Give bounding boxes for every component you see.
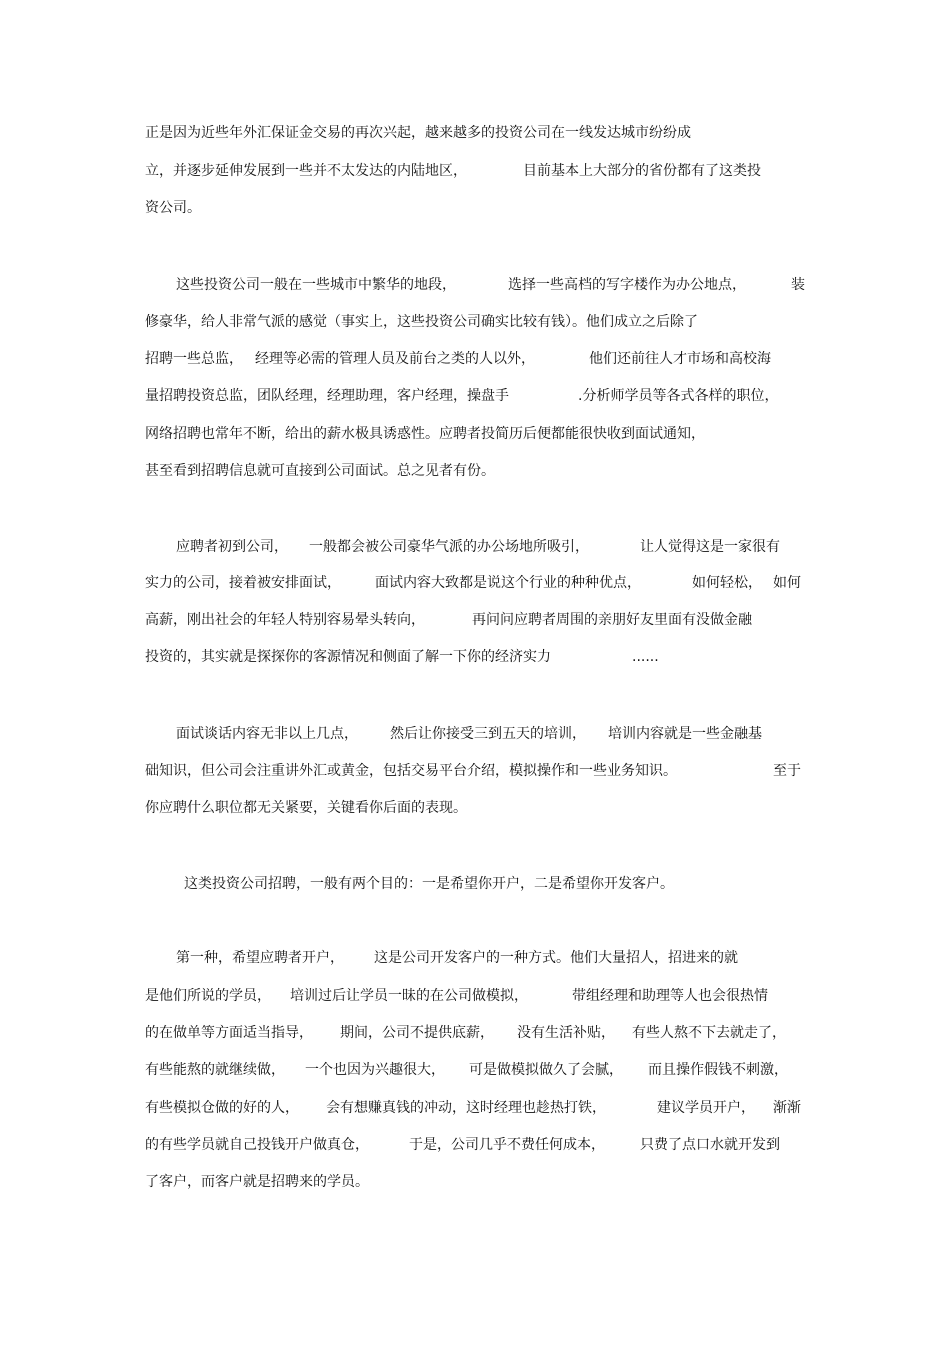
text-segment: 渐渐 — [773, 1100, 801, 1116]
text-segment: 期间，公司不提供底薪， — [340, 1025, 494, 1041]
text-line — [0, 273, 950, 297]
text-line — [0, 759, 950, 783]
text-segment: 只费了点口水就开发到 — [640, 1137, 780, 1153]
text-segment: 第一种，希望应聘者开户， — [176, 950, 344, 966]
text-segment: 有些模拟仓做的好的人， — [145, 1100, 299, 1116]
text-line — [0, 796, 950, 820]
text-line — [0, 535, 950, 559]
text-line — [0, 571, 950, 595]
text-line — [0, 1096, 950, 1120]
text-line — [0, 722, 950, 746]
text-line — [0, 608, 950, 632]
text-segment: 你应聘什么职位都无关紧要，关键看你后面的表现。 — [145, 800, 467, 816]
text-segment: 选择一些高档的写字楼作为办公地点， — [508, 277, 746, 293]
text-segment: 这类投资公司招聘，一般有两个目的：一是希望你开户，二是希望你开发客户。 — [184, 876, 674, 892]
text-line — [0, 422, 950, 446]
text-segment: 应聘者初到公司， — [176, 539, 288, 555]
text-segment: 资公司。 — [145, 200, 201, 216]
text-segment: 而且操作假钱不刺激， — [648, 1062, 788, 1078]
text-segment: 修豪华，给人非常气派的感觉（事实上，这些投资公司确实比较有钱）。他们成立之后除了 — [145, 314, 698, 330]
text-line — [0, 984, 950, 1008]
text-segment: 招聘一些总监， — [145, 351, 243, 367]
text-line — [0, 384, 950, 408]
text-segment: 面试谈话内容无非以上几点， — [176, 726, 358, 742]
text-line — [0, 645, 950, 669]
text-segment: 如何轻松， — [692, 575, 762, 591]
text-segment: ...... — [632, 649, 659, 665]
text-line — [0, 1021, 950, 1045]
text-segment: 建议学员开户， — [657, 1100, 755, 1116]
text-segment: 培训内容就是一些金融基 — [608, 726, 762, 742]
text-segment: .分析师学员等各式各样的职位， — [578, 388, 779, 404]
text-segment: 有些人熬不下去就走了， — [632, 1025, 786, 1041]
text-segment: 目前基本上大部分的省份都有了这类投 — [523, 163, 761, 179]
text-segment: 的在做单等方面适当指导， — [145, 1025, 313, 1041]
text-line — [0, 347, 950, 371]
text-segment: 网络招聘也常年不断，给出的薪水极具诱惑性。应聘者投简历后便都能很快收到面试通知， — [145, 426, 705, 442]
text-segment: 至于 — [773, 763, 801, 779]
text-segment: 实力的公司，接着被安排面试， — [145, 575, 341, 591]
text-segment: 装 — [791, 277, 805, 293]
text-segment: 高薪，刚出社会的年轻人特别容易晕头转向， — [145, 612, 425, 628]
text-line — [0, 872, 950, 896]
text-segment: 培训过后让学员一昧的在公司做模拟， — [290, 988, 528, 1004]
text-segment: 的有些学员就自己投钱开户做真仓， — [145, 1137, 369, 1153]
text-segment: 有些能熬的就继续做， — [145, 1062, 285, 1078]
text-line — [0, 946, 950, 970]
text-segment: 是他们所说的学员， — [145, 988, 271, 1004]
text-segment: 投资的，其实就是探探你的客源情况和侧面了解一下你的经济实力 — [145, 649, 551, 665]
text-segment: 然后让你接受三到五天的培训， — [390, 726, 586, 742]
text-segment: 面试内容大致都是说这个行业的种种优点， — [375, 575, 641, 591]
text-segment: 带组经理和助理等人也会很热情 — [572, 988, 768, 1004]
text-segment: 正是因为近些年外汇保证金交易的再次兴起，越来越多的投资公司在一线发达城市纷纷成 — [145, 125, 691, 141]
text-segment: 立，并逐步延伸发展到一些并不太发达的内陆地区， — [145, 163, 467, 179]
text-segment: 这是公司开发客户的一种方式。他们大量招人，招进来的就 — [374, 950, 738, 966]
text-segment: 于是，公司几乎不费任何成本， — [409, 1137, 605, 1153]
text-segment: 可是做模拟做久了会腻， — [469, 1062, 623, 1078]
text-segment: 甚至看到招聘信息就可直接到公司面试。总之见者有份。 — [145, 463, 495, 479]
text-segment: 一个也因为兴趣很大， — [305, 1062, 445, 1078]
text-segment: 会有想赚真钱的冲动，这时经理也趁热打铁， — [326, 1100, 606, 1116]
text-segment: 量招聘投资总监，团队经理，经理助理，客户经理，操盘手 — [145, 388, 509, 404]
text-segment: 这些投资公司一般在一些城市中繁华的地段， — [176, 277, 456, 293]
text-segment: 没有生活补贴， — [517, 1025, 615, 1041]
text-segment: 经理等必需的管理人员及前台之类的人以外， — [255, 351, 535, 367]
text-segment: 他们还前往人才市场和高校海 — [589, 351, 771, 367]
text-line — [0, 1170, 950, 1194]
text-line — [0, 159, 950, 183]
text-line — [0, 459, 950, 483]
text-line — [0, 310, 950, 334]
text-segment: 再问问应聘者周围的亲朋好友里面有没做金融 — [472, 612, 752, 628]
text-segment: 础知识，但公司会注重讲外汇或黄金，包括交易平台介绍，模拟操作和一些业务知识。 — [145, 763, 677, 779]
text-segment: 让人觉得这是一家很有 — [640, 539, 780, 555]
text-line — [0, 1058, 950, 1082]
text-segment: 了客户，而客户就是招聘来的学员。 — [145, 1174, 369, 1190]
text-line — [0, 196, 950, 220]
text-segment: 一般都会被公司豪华气派的办公场地所吸引， — [309, 539, 589, 555]
text-line — [0, 1133, 950, 1157]
text-line — [0, 121, 950, 145]
text-segment: 如何 — [773, 575, 801, 591]
